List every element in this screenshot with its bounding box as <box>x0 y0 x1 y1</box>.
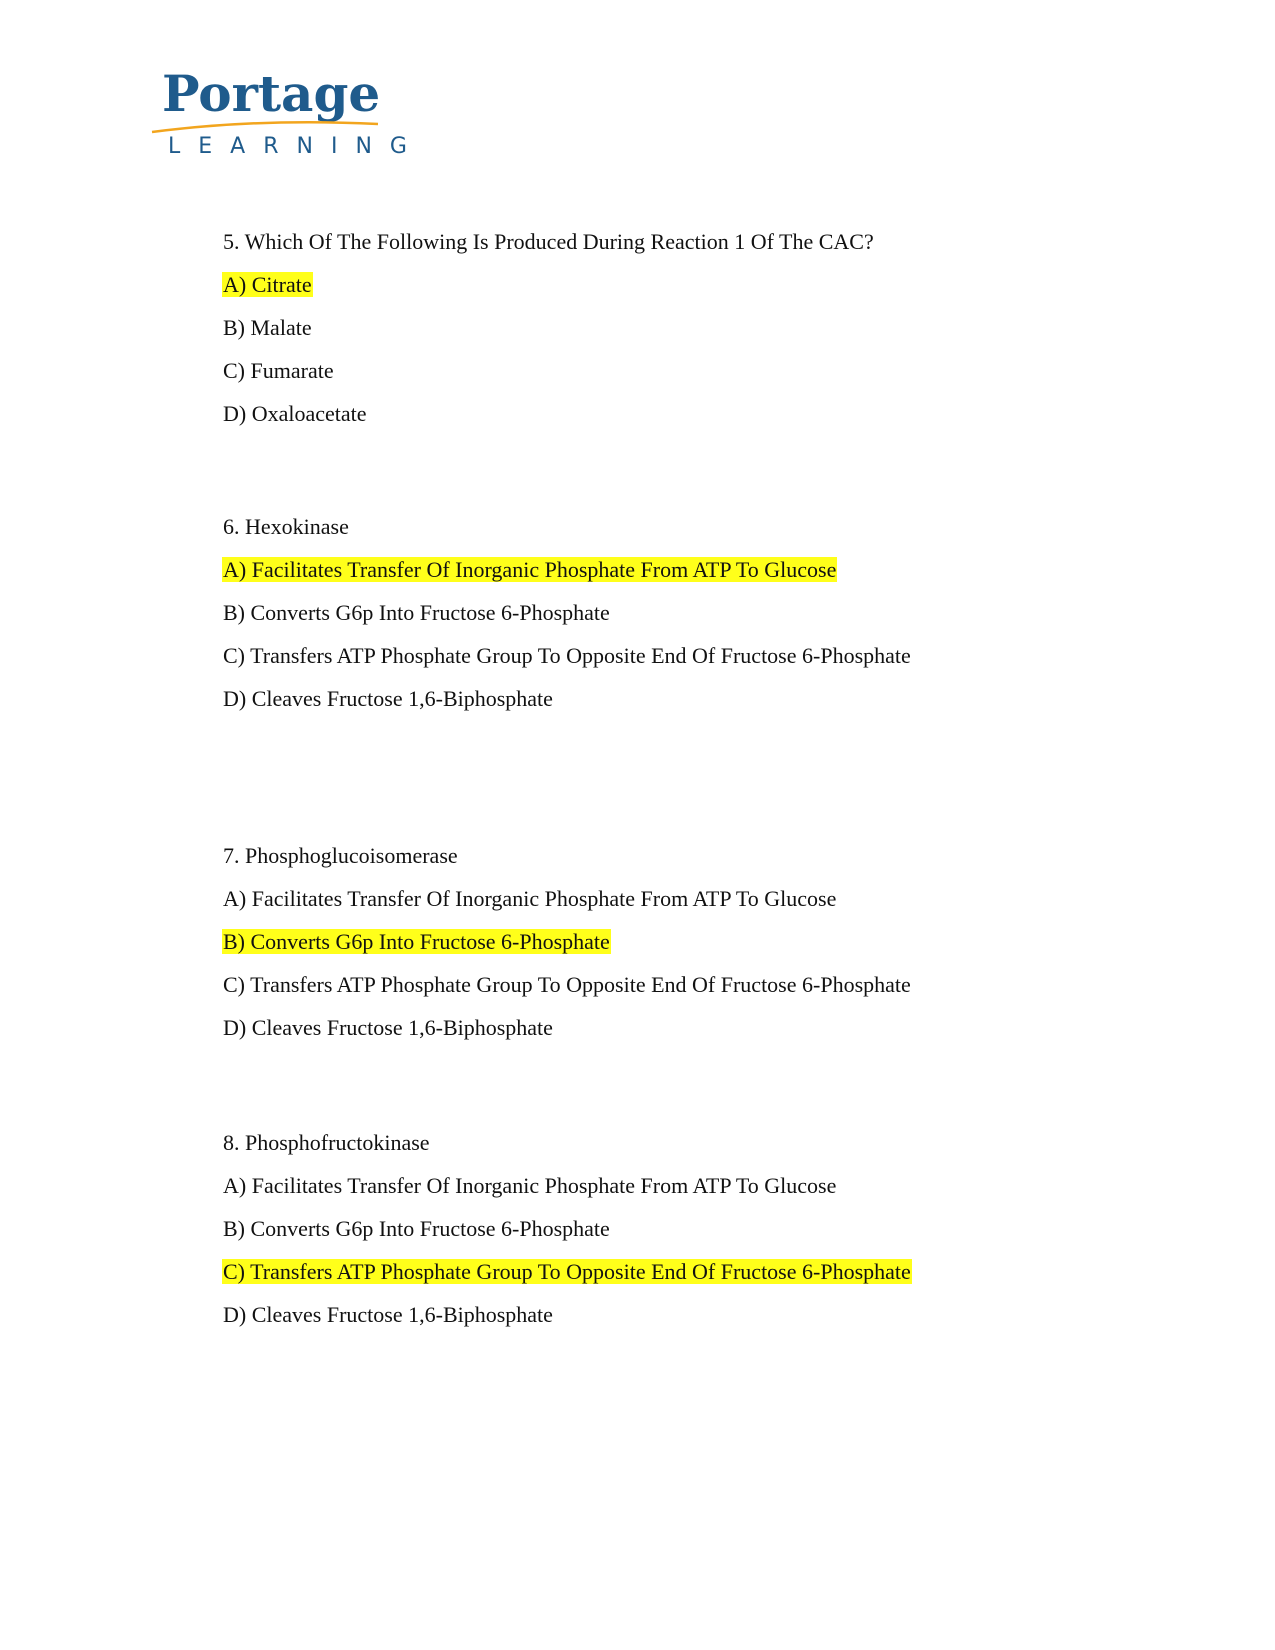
question-prompt: 6. Hexokinase <box>223 514 349 539</box>
answer-option-b: B) Converts G6p Into Fructose 6-Phosphate <box>223 600 610 625</box>
answer-option-c: C) Transfers ATP Phosphate Group To Opposite End Of Fructose 6-Phosphate <box>223 643 911 668</box>
answer-option-b: B) Converts G6p Into Fructose 6-Phosphate <box>223 1216 610 1241</box>
answer-option-b: B) Converts G6p Into Fructose 6-Phosphate <box>223 929 610 954</box>
question-6 <box>222 512 1122 727</box>
answer-option-a: A) Facilitates Transfer Of Inorganic Phosphate From ATP To Glucose <box>223 1173 837 1198</box>
question-prompt: 8. Phosphofructokinase <box>223 1130 430 1155</box>
answer-option-d: D) Cleaves Fructose 1,6-Biphosphate <box>223 1015 553 1040</box>
question-prompt: 5. Which Of The Following Is Produced During Reaction 1 Of The CAC? <box>223 229 874 254</box>
question-prompt: 7. Phosphoglucoisomerase <box>223 843 458 868</box>
answer-option-d: D) Cleaves Fructose 1,6-Biphosphate <box>223 1302 553 1327</box>
answer-option-d: D) Cleaves Fructose 1,6-Biphosphate <box>223 686 553 711</box>
logo-wordmark: Portage <box>162 64 381 123</box>
answer-option-a: A) Facilitates Transfer Of Inorganic Phosphate From ATP To Glucose <box>223 886 837 911</box>
answer-option-a: A) Facilitates Transfer Of Inorganic Phosphate From ATP To Glucose <box>223 557 837 582</box>
answer-option-c: C) Transfers ATP Phosphate Group To Opposite End Of Fructose 6-Phosphate <box>223 972 911 997</box>
question-8 <box>222 1128 1122 1343</box>
question-7 <box>222 841 1122 1056</box>
answer-option-d: D) Oxaloacetate <box>223 401 367 426</box>
question-5 <box>222 227 1122 442</box>
portage-learning-logo <box>150 62 425 162</box>
answer-option-b: B) Malate <box>223 315 312 340</box>
answer-option-c: C) Transfers ATP Phosphate Group To Opposite End Of Fructose 6-Phosphate <box>223 1259 911 1284</box>
answer-option-c: C) Fumarate <box>223 358 334 383</box>
answer-option-a: A) Citrate <box>223 272 312 297</box>
logo-subtitle: LEARNING <box>168 134 425 159</box>
